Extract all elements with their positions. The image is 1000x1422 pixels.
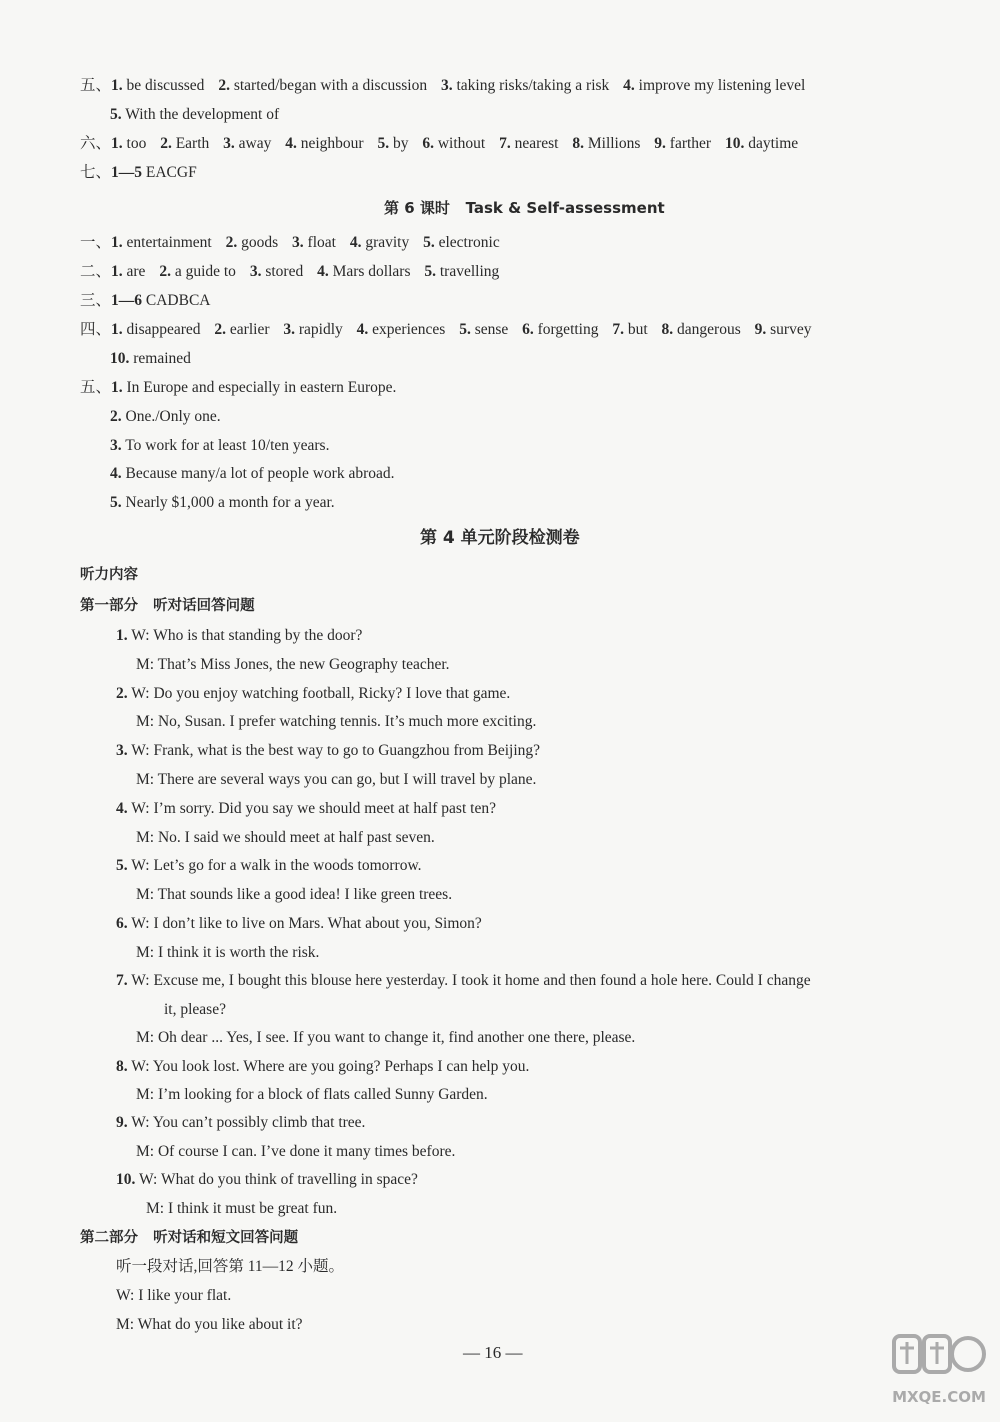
- answer-row: 六、1. too 2. Earth 3. away 4. neighbour 5. by 6. without 7. nearest 8. Millions 9. farther 10. daytime: [80, 135, 799, 152]
- dialogue-line: 6. W: I don’t like to live on Mars. What about you, Simon?: [116, 915, 482, 932]
- dialogue-line: M: No, Susan. I prefer watching tennis. It’s much more exciting.: [136, 713, 537, 730]
- answer-row: 4. Because many/a lot of people work abroad.: [110, 465, 395, 482]
- dialogue-line: M: That’s Miss Jones, the new Geography teacher.: [136, 656, 450, 673]
- watermark-logo: [890, 1330, 988, 1412]
- dialogue-line: 5. W: Let’s go for a walk in the woods tomorrow.: [116, 857, 422, 874]
- dialogue-line: M: What do you like about it?: [116, 1316, 303, 1333]
- part2-title: 第二部分 听对话和短文回答问题: [80, 1230, 299, 1246]
- dialogue-line: 9. W: You can’t possibly climb that tree.: [116, 1114, 366, 1131]
- dialogue-line: M: There are several ways you can go, but I will travel by plane.: [136, 771, 537, 788]
- dialogue-line: M: Oh dear ... Yes, I see. If you want to change it, find another one there, please.: [136, 1029, 636, 1046]
- answer-row: 10. remained: [110, 350, 191, 367]
- dialogue-line: M: Of course I can. I’ve done it many times before.: [136, 1143, 456, 1160]
- unit-heading: 第 4 单元阶段检测卷: [420, 528, 580, 548]
- listening-title: 听力内容: [80, 567, 138, 583]
- dialogue-line: W: I like your flat.: [116, 1287, 232, 1304]
- answer-row: 3. To work for at least 10/ten years.: [110, 437, 330, 454]
- page-number: — 16 —: [463, 1343, 523, 1362]
- dialogue-line: M: That sounds like a good idea! I like green trees.: [136, 886, 453, 903]
- dialogue-line: 10. W: What do you think of travelling in space?: [116, 1171, 418, 1188]
- answer-row: 5. Nearly $1,000 a month for a year.: [110, 494, 335, 511]
- answer-row: 四、1. disappeared 2. earlier 3. rapidly 4. experiences 5. sense 6. forgetting 7. but 8. dangerous 9. survey: [80, 321, 812, 338]
- answer-row: 2. One./Only one.: [110, 408, 221, 425]
- watermark-icon: [890, 1330, 988, 1412]
- part1-title: 第一部分 听对话回答问题: [80, 598, 255, 614]
- answer-row: 二、1. are 2. a guide to 3. stored 4. Mars dollars 5. travelling: [80, 263, 500, 280]
- dialogue-line: M: I’m looking for a block of flats called Sunny Garden.: [136, 1086, 488, 1103]
- answer-row: 五、1. be discussed 2. started/began with a discussion 3. taking risks/taking a risk 4. improve my listening level: [80, 77, 806, 94]
- dialogue-line: M: I think it must be great fun.: [146, 1200, 338, 1217]
- dialogue-line: M: I think it is worth the risk.: [136, 944, 320, 961]
- dialogue-line: 1. W: Who is that standing by the door?: [116, 627, 363, 644]
- dialogue-line: 7. W: Excuse me, I bought this blouse here yesterday. I took it home and then found a hole here. Could I change: [116, 972, 811, 989]
- lesson-heading: 第 6 课时 Task & Self-assessment: [384, 199, 665, 217]
- dialogue-line: 2. W: Do you enjoy watching football, Ricky? I love that game.: [116, 685, 511, 702]
- dialogue-line: it, please?: [164, 1001, 226, 1018]
- answer-row: 七、1—5 EACGF: [80, 164, 197, 181]
- answer-row: 五、1. In Europe and especially in eastern Europe.: [80, 379, 397, 396]
- dialogue-line: 8. W: You look lost. Where are you going? Perhaps I can help you.: [116, 1058, 530, 1075]
- dialogue-line: 3. W: Frank, what is the best way to go to Guangzhou from Beijing?: [116, 742, 541, 759]
- watermark-text: MXQE.COM: [892, 1388, 986, 1406]
- answer-row: 三、1—6 CADBCA: [80, 292, 211, 309]
- dialogue-line: M: No. I said we should meet at half past seven.: [136, 829, 435, 846]
- answer-row: 一、1. entertainment 2. goods 3. float 4. gravity 5. electronic: [80, 234, 500, 251]
- part2-intro: 听一段对话,回答第 11—12 小题。: [116, 1258, 345, 1275]
- dialogue-line: 4. W: I’m sorry. Did you say we should meet at half past ten?: [116, 800, 496, 817]
- answer-row: 5. With the development of: [110, 106, 280, 123]
